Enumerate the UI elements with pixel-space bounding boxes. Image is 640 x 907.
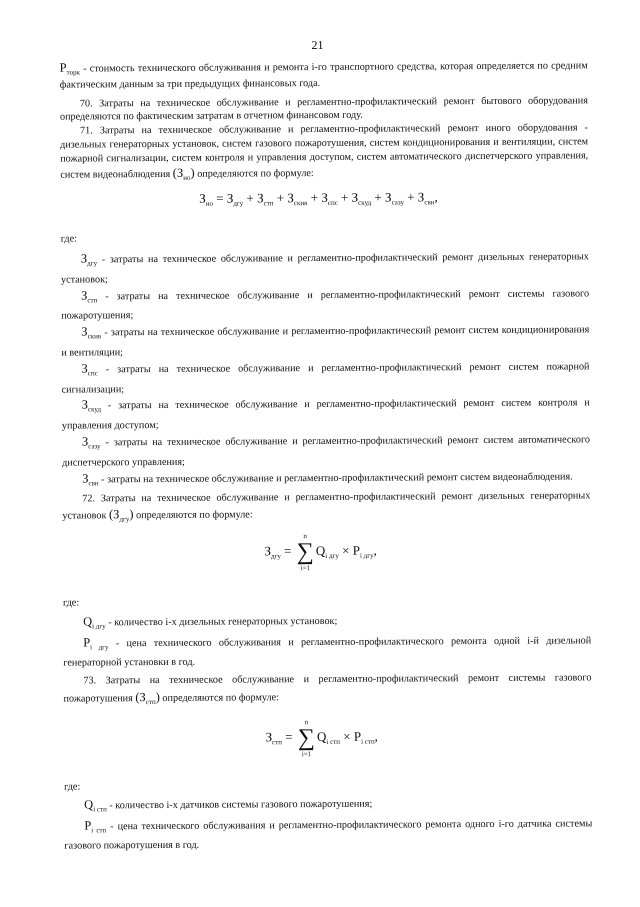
sigma-icon: ∑ (296, 539, 314, 566)
symbol-subscript: дгу (119, 514, 130, 523)
definition-text: - затраты на техническое обслуживание и регламентно-профилактический ремонт систем контроля и управления доступом; (61, 397, 590, 432)
definition-item (64, 814, 592, 854)
formula-lhs-subscript: ио (205, 199, 214, 208)
formula-term: З (226, 190, 234, 206)
sum-operator (297, 532, 314, 572)
sum-lower-limit: i=1 (300, 564, 311, 573)
definition-text: - цена технического обслуживания и регламентно-профилактического ремонта одного i-го датчика системы газового пожаротушения в год. (64, 818, 593, 852)
formula-plus: + (307, 189, 322, 206)
formula-q: Q (315, 542, 326, 559)
symbol: (З (172, 165, 184, 180)
definition-subscript: дгу (87, 259, 98, 268)
symbol-close: ) (129, 506, 134, 521)
definition-symbol: З (80, 251, 88, 266)
definition-symbol: З (81, 434, 89, 449)
where-label: где: (62, 597, 80, 609)
formula-plus: + (337, 189, 352, 205)
formula-term-subscript: сазу (391, 198, 404, 207)
definition-subscript: спс (87, 369, 98, 378)
definition-subscript: i дгу (90, 643, 109, 652)
definition-item (63, 631, 591, 671)
paragraph-text: 73. Затраты на техническое обслуживание и регламентно-профилактический ремонт системы газового пожаротушения (63, 672, 592, 705)
page-number: 21 (311, 37, 324, 53)
definition-item (62, 395, 590, 435)
definition-symbol: З (82, 470, 89, 486)
formula-plus: + (403, 189, 418, 205)
formula-term: З (417, 189, 425, 205)
formula-q: Q (316, 728, 327, 745)
formula-equals: = (280, 543, 295, 559)
paragraph-text: 72. Затраты на техническое обслуживание и регламентно-профилактический ремонт дизельных генераторных установок (62, 490, 591, 522)
formula-term: З (287, 190, 294, 206)
formula-p: P (352, 542, 360, 558)
symbol: (З (108, 506, 120, 521)
definitions-72 (63, 610, 591, 671)
symbol: (З (135, 690, 146, 705)
symbol-subscript: стп (145, 698, 156, 707)
formula-lhs-subscript: дгу (270, 552, 281, 561)
definition-subscript: i стп (93, 805, 107, 814)
formula-lhs: З (264, 543, 271, 559)
formula-term-subscript: дгу (233, 199, 244, 208)
formula-tail: , (374, 728, 378, 744)
paragraph-72 (62, 488, 590, 527)
paragraph-text: - стоимость технического обслуживания и ремонта i-го транспортного средства, которая определяется по средним фактическим данным за три предыдущих финансовых года. (59, 60, 588, 91)
definitions-73 (64, 793, 592, 854)
definition-text: - затраты на техническое обслуживание и регламентно-профилактический ремонт системы газового пожаротушения; (61, 287, 590, 322)
formula-p-subscript: i дгу (359, 551, 374, 560)
paragraph-text-tail: определяются по формуле: (159, 692, 280, 704)
formula-equals: = (281, 729, 296, 745)
definition-subscript: свн (88, 478, 99, 487)
formula-p-subscript: i стп (361, 737, 375, 746)
formula-lhs: З (265, 729, 273, 745)
formula-term-subscript: свн (424, 198, 435, 207)
formula-lhs: З (199, 190, 206, 206)
paragraph-text-tail: определяются по формуле: (194, 168, 314, 180)
symbol-close: ) (190, 165, 195, 180)
definition-item (61, 285, 589, 325)
symbol-subscript: торк (66, 68, 81, 77)
formula-term-subscript: скуд (358, 198, 372, 207)
definition-symbol: P (84, 818, 92, 833)
definition-subscript: i дгу (92, 622, 106, 631)
sum-upper-limit: n (304, 718, 309, 727)
symbol-close: ) (155, 689, 160, 705)
definition-text: - затраты на техническое обслуживание и регламентно-профилактический ремонт систем видеонаблюдения. (98, 471, 573, 485)
definition-symbol: З (81, 397, 89, 412)
formula-term: З (321, 189, 328, 205)
definitions-71 (61, 248, 590, 492)
formula-71 (0, 188, 639, 209)
definition-item (62, 431, 590, 471)
symbol-subscript: ио (183, 173, 191, 182)
definition-text: - затраты на техническое обслуживание и регламентно-профилактический ремонт систем пожарной сигнализации; (61, 361, 590, 396)
sum-operator (298, 718, 315, 758)
where-label: где: (60, 233, 77, 245)
paragraph-71 (60, 121, 588, 185)
formula-q-subscript: i дгу (325, 551, 339, 560)
formula-plus: + (243, 190, 258, 206)
formula-p: P (353, 728, 362, 744)
definition-subscript: i стп (91, 826, 107, 835)
formula-plus: + (371, 189, 386, 205)
sum-upper-limit: n (303, 532, 307, 541)
definition-subscript: скив (87, 332, 102, 341)
formula-times: × (338, 542, 353, 558)
formula-equals: = (212, 190, 227, 206)
definition-symbol: З (81, 288, 88, 303)
formula-lhs-subscript: стп (272, 738, 283, 747)
formula-term-subscript: скив (293, 199, 308, 208)
paragraph-73 (63, 670, 591, 710)
sum-lower-limit: i=1 (301, 750, 312, 759)
definition-text: - затраты на техническое обслуживание и регламентно-профилактический ремонт систем автоматического диспетчерского управления; (62, 434, 590, 469)
formula-q-subscript: i стп (326, 737, 341, 746)
symbol: P (59, 60, 67, 75)
definition-symbol: P (83, 635, 91, 650)
definition-symbol: З (81, 324, 88, 339)
paragraph-70: 70. Затраты на техническое обслуживание и регламентно-профилактический ремонт бытового оборудования определяются по фактическим затратам в отчетном финансовом году. (59, 95, 588, 123)
definition-subscript: сазу (88, 442, 101, 451)
definition-symbol: Q (83, 614, 93, 629)
formula-term: З (351, 189, 359, 205)
formula-tail: , (373, 542, 377, 558)
paragraph-ptork (60, 58, 588, 91)
definition-text: - количество i-х дизельных генераторных установок; (105, 615, 338, 629)
definition-item (61, 248, 589, 288)
formula-terms (226, 189, 438, 208)
definition-text: - количество i-х датчиков системы газового пожаротушения; (106, 798, 373, 812)
formula-times: × (339, 728, 354, 744)
formula-72 (1, 530, 640, 574)
definition-subscript: скуд (87, 405, 102, 414)
paragraph-text-tail: определяются по формуле: (133, 508, 253, 521)
formula-tail: , (434, 189, 438, 205)
definition-symbol: З (81, 361, 88, 376)
sigma-icon: ∑ (297, 725, 316, 752)
definition-text: - затраты на техническое обслуживание и регламентно-профилактический ремонт систем кондиционирования и вентиляции; (61, 324, 590, 359)
definition-item (61, 358, 589, 398)
definition-text: - затраты на техническое обслуживание и регламентно-профилактический ремонт дизельных генераторных установок; (60, 251, 589, 286)
definition-subscript: стп (87, 295, 98, 305)
formula-plus: + (273, 190, 288, 206)
paragraph-text: 71. Затраты на техническое обслуживание и регламентно-профилактический ремонт иного оборудования - дизельных генераторных установок, систем газового пожаротушения, систем кондиционирования и вентиляции, систем пожарной сигнализации, систем контроля и управления доступом, систем автоматического диспетчерского управления, систем видеонаблюдения (60, 122, 589, 181)
where-label: где: (64, 781, 81, 793)
definition-item (61, 322, 589, 362)
formula-73 (2, 716, 640, 760)
formula-term-subscript: стп (263, 199, 274, 208)
definition-text: - цена технического обслуживания и регламентно-профилактического ремонта одной i-й дизельной генераторной установки в год. (63, 635, 592, 669)
formula-term: З (257, 190, 264, 206)
formula-term: З (384, 189, 392, 205)
formula-term-subscript: спс (327, 198, 338, 207)
definition-symbol: Q (84, 797, 94, 812)
